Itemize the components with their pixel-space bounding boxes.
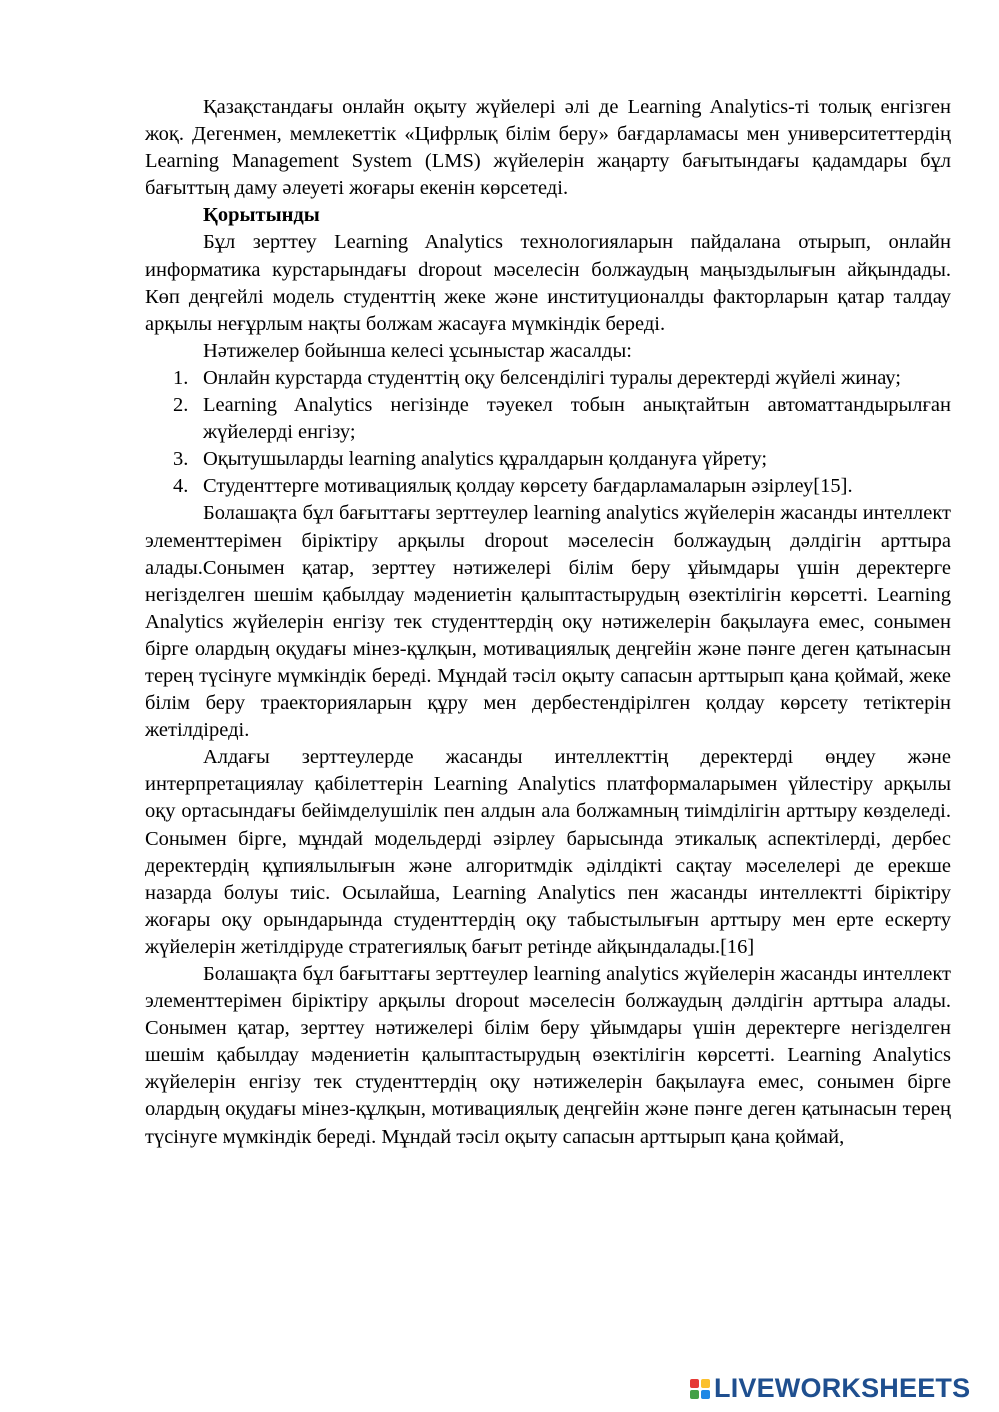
paragraph: Алдағы зерттеулерде жасанды интеллекттің деректерді өңдеу және интерпретациялау қабілеттерін Learning Analytics платформаларымен үйлестіру арқылы оқу ортасындағы бейімделушілік пен алдын ала болжамның тиімділігін арттыру көзделеді. Сонымен бірге, мұндай модельдерді әзірлеу барысында этикалық аспектілерді, дербес деректердің құпиялылығын және алгоритмдік әділдікті сақтау мәселелері де ерекше назарда болуы тиіс. Осылайша, Learning Analytics пен жасанды интеллектті біріктіру жоғары оқу орындарында студенттердің оқу табыстылығын арттыру мен ерте ескерту жүйелерін жетілдіруде стратегиялық бағыт ретінде айқындалады.[16] xyxy=(145,746,951,958)
liveworksheets-logo[interactable] xyxy=(690,1374,970,1402)
recommendations-list xyxy=(145,365,951,500)
paragraph: Нәтижелер бойынша келесі ұсыныстар жасалды: xyxy=(203,339,632,362)
list-item xyxy=(145,392,951,446)
list-item-text: Онлайн курстарда студенттің оқу белсенділігі туралы деректерді жүйелі жинау; xyxy=(203,366,901,389)
paragraph: Болашақта бұл бағыттағы зерттеулер learning analytics жүйелерін жасанды интеллект элементтерімен біріктіру арқылы dropout мәселесін болжаудың дәлдігін арттыра алады.Сонымен қатар, зерттеу нәтижелері білім беру ұйымдары үшін деректерге негізделген шешім қабылдау мәдениетін қалыптастырудың өзектілігін көрсетті. Learning Analytics жүйелерін енгізу тек студенттердің оқу нәтижелерін бақылауға емес, сонымен бірге олардың оқудағы мінез-құлқын, мотивациялық деңгейін және пәнге деген қатынасын терең түсінуге мүмкіндік береді. Мұндай тәсіл оқыту сапасын арттырып қана қоймай, жеке білім беру траекторияларын құру мен дербестендірілген қолдау көрсету тетіктерін жетілдіреді. xyxy=(145,502,951,742)
logo-block xyxy=(690,1379,699,1388)
list-item-number: 4. xyxy=(173,475,189,498)
logo-block xyxy=(690,1390,699,1399)
logo-blocks-icon xyxy=(690,1379,710,1399)
list-item-number: 1. xyxy=(173,366,189,389)
list-item-text: Learning Analytics негізінде тәуекел тобын анықтайтын автоматтандырылған жүйелерді енгізу; xyxy=(203,394,951,444)
list-item xyxy=(145,446,951,473)
section-heading: Қорытынды xyxy=(203,204,320,227)
list-item xyxy=(145,473,951,500)
paragraph: Қазақстандағы онлайн оқыту жүйелері әлі де Learning Analytics-ті толық енгізген жоқ. Дегенмен, мемлекеттік «Цифрлық білім беру» бағдарламасы мен университеттердің Learning Management System (LMS) жүйелерін жаңарту бағытындағы қадамдары бұл бағыттың даму әлеуеті жоғары екенін көрсетеді. xyxy=(145,96,951,200)
document-page xyxy=(145,94,951,1151)
list-item-number: 3. xyxy=(173,448,189,471)
list-item xyxy=(145,365,951,392)
list-item-text: Студенттерге мотивациялық қолдау көрсету бағдарламаларын әзірлеу[15]. xyxy=(203,475,853,498)
list-item-number: 2. xyxy=(173,394,189,417)
logo-block xyxy=(701,1390,710,1399)
paragraph: Бұл зерттеу Learning Analytics технологияларын пайдалана отырып, онлайн информатика курстарындағы dropout мәселесін болжаудың маңыздылығын айқындады. Көп деңгейлі модель студенттің жеке және институционалды факторларын қатар талдау арқылы неғұрлым нақты болжам жасауға мүмкіндік береді. xyxy=(145,231,951,335)
logo-block xyxy=(701,1379,710,1388)
paragraph: Болашақта бұл бағыттағы зерттеулер learning analytics жүйелерін жасанды интеллект элементтерімен біріктіру арқылы dropout мәселесін болжаудың дәлдігін арттыра алады. Сонымен қатар, зерттеу нәтижелері білім беру ұйымдары үшін деректерге негізделген шешім қабылдау мәдениетін қалыптастырудың өзектілігін көрсетті. Learning Analytics жүйелерін енгізу тек студенттердің оқу нәтижелерін бақылауға емес, сонымен бірге олардың оқудағы мінез-құлқын, мотивациялық деңгейін және пәнге деген қатынасын терең түсінуге мүмкіндік береді. Мұндай тәсіл оқыту сапасын арттырып қана қоймай, xyxy=(145,963,951,1148)
logo-text: LIVEWORKSHEETS xyxy=(714,1372,971,1403)
list-item-text: Оқытушыларды learning analytics құралдарын қолдануға үйрету; xyxy=(203,448,768,471)
